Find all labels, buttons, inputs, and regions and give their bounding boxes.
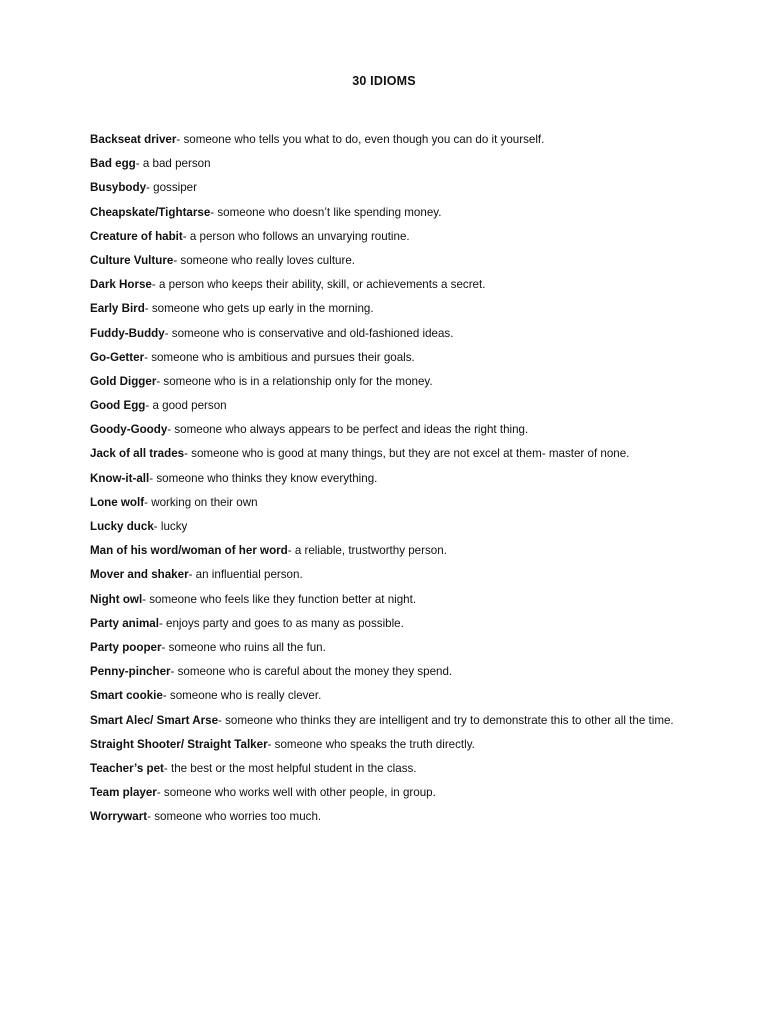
idiom-term: Teacher’s pet	[90, 761, 164, 775]
list-item	[90, 761, 690, 777]
list-item	[90, 519, 690, 535]
list-item	[90, 374, 690, 390]
list-item	[90, 616, 690, 632]
idiom-term: Smart Alec/ Smart Arse	[90, 713, 219, 727]
idiom-term: Lone wolf	[90, 495, 145, 509]
list-item	[90, 664, 690, 680]
idiom-definition: - someone who speaks the truth directly.	[267, 737, 475, 751]
idiom-definition: - a good person	[145, 399, 227, 413]
idiom-term: Team player	[90, 786, 157, 800]
list-item	[90, 156, 690, 172]
idiom-term: Goody-Goody	[90, 423, 168, 437]
list-item	[90, 543, 690, 559]
idiom-term: Cheapskate/Tightarse	[90, 205, 211, 219]
list-item	[90, 350, 690, 366]
idiom-term: Party animal	[90, 616, 159, 630]
idiom-definition: - someone who is conservative and old-fashioned ideas.	[164, 326, 454, 340]
idiom-term: Straight Shooter/ Straight Talker	[90, 737, 268, 751]
idiom-term: Creature of habit	[90, 229, 183, 243]
list-item	[90, 713, 690, 729]
list-item	[90, 592, 690, 608]
idiom-definition: - someone who ruins all the fun.	[161, 640, 326, 654]
idiom-term: Culture Vulture	[90, 253, 174, 267]
idiom-definition: - a person who follows an unvarying routine.	[182, 229, 410, 243]
idiom-term: Man of his word/woman of her word	[90, 544, 288, 558]
idiom-definition: - someone who is really clever.	[162, 689, 322, 703]
list-item	[90, 809, 690, 825]
idiom-term: Lucky duck	[90, 520, 154, 533]
idiom-term: Fuddy-Buddy	[90, 326, 165, 340]
idiom-definition: - working on their own	[144, 495, 258, 509]
idiom-definition: - an influential person.	[188, 568, 303, 582]
list-item	[90, 326, 690, 342]
idiom-term: Early Bird	[90, 302, 145, 316]
list-item	[90, 229, 690, 245]
idiom-definition: - someone who tells you what to do, even though you can do it yourself.	[176, 133, 545, 146]
list-item	[90, 277, 690, 293]
idiom-term: Party pooper	[90, 640, 162, 654]
list-item	[90, 567, 690, 583]
idiom-term: Backseat driver	[90, 133, 177, 146]
idiom-definition: - someone who is ambitious and pursues their goals.	[144, 350, 415, 364]
idiom-definition: - someone who is good at many things, but they are not excel at them- master of none.	[184, 447, 630, 461]
page-title: 30 IDIOMS	[352, 74, 416, 88]
list-item	[90, 253, 690, 269]
idiom-term: Bad egg	[90, 157, 136, 171]
list-item	[90, 180, 690, 196]
idiom-term: Gold Digger	[90, 374, 157, 388]
idiom-definition: - a person who keeps their ability, skill, or achievements a secret.	[151, 278, 486, 292]
idiom-term: Worrywart	[90, 810, 148, 824]
idiom-list	[90, 132, 690, 833]
idiom-term: Dark Horse	[90, 278, 152, 292]
idiom-term: Smart cookie	[90, 689, 163, 703]
idiom-definition: - a bad person	[135, 157, 211, 171]
idiom-definition: - lucky	[153, 520, 188, 533]
idiom-term: Night owl	[90, 592, 143, 606]
idiom-definition: - a reliable, trustworthy person.	[287, 544, 447, 558]
idiom-term: Go-Getter	[90, 350, 145, 364]
list-item	[90, 446, 690, 462]
idiom-term: Busybody	[90, 181, 147, 195]
idiom-definition: - someone who really loves culture.	[173, 253, 356, 267]
idiom-term: Mover and shaker	[90, 568, 189, 582]
idiom-definition: - gossiper	[146, 181, 197, 195]
idiom-definition: - someone who is careful about the money they spend.	[170, 665, 453, 679]
idiom-definition: - someone who gets up early in the morning.	[144, 302, 374, 316]
idiom-definition: - someone who feels like they function better at night.	[142, 592, 417, 606]
idiom-term: Know-it-all	[90, 471, 150, 485]
list-item	[90, 640, 690, 656]
list-item	[90, 495, 690, 511]
idiom-definition: - someone who always appears to be perfect and ideas the right thing.	[167, 423, 529, 437]
idiom-definition: - someone who doesn’t like spending money.	[210, 205, 442, 219]
list-item	[90, 132, 690, 148]
list-item	[90, 688, 690, 704]
list-item	[90, 737, 690, 753]
list-item	[90, 301, 690, 317]
idiom-definition: - someone who worries too much.	[147, 810, 322, 824]
list-item	[90, 398, 690, 414]
list-item	[90, 785, 690, 801]
list-item	[90, 471, 690, 487]
idiom-definition: - the best or the most helpful student in the class.	[163, 761, 417, 775]
idiom-term: Good Egg	[90, 399, 146, 413]
idiom-definition: - someone who is in a relationship only for the money.	[156, 374, 433, 388]
idiom-definition: - someone who works well with other people, in group.	[156, 786, 436, 800]
list-item	[90, 422, 690, 438]
idiom-term: Penny-pincher	[90, 665, 171, 679]
idiom-term: Jack of all trades	[90, 447, 185, 461]
idiom-definition: - someone who thinks they are intelligent and try to demonstrate this to other all the time.	[218, 713, 674, 727]
list-item	[90, 205, 690, 221]
idiom-definition: - someone who thinks they know everything.	[149, 471, 378, 485]
idiom-definition: - enjoys party and goes to as many as possible.	[158, 616, 404, 630]
